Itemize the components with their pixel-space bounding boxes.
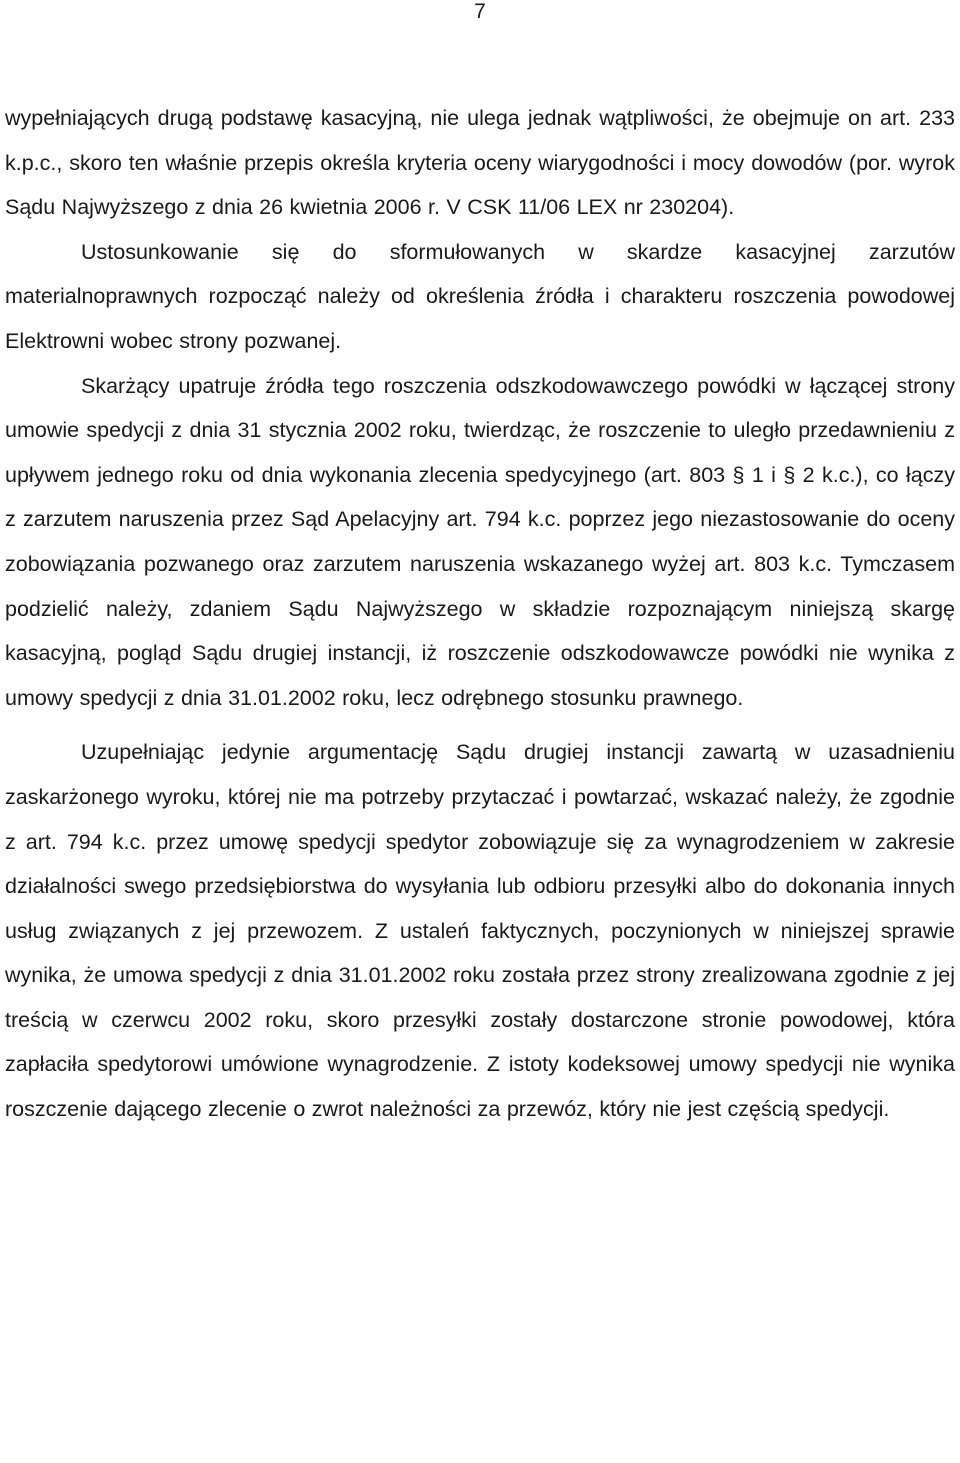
paragraph-complainant-argument: Skarżący upatruje źródła tego roszczenia odszkodowawczego powódki w łączącej strony umowie spedycji z dnia 31 stycznia 2002 roku, twierdząc, że roszczenie to uległo przedawnieniu z upływem jednego roku od dnia wykonania zlecenia spedycyjnego (art. 803 § 1 i § 2 k.c.), co łączy z zarzutem naruszenia przez Sąd Apelacyjny art. 794 k.c. poprzez jego niezastosowanie do oceny zobowiązania pozwanego oraz zarzutem naruszenia wskazanego wyżej art. 803 k.c. Tymczasem podzielić należy, zdaniem Sądu Najwyższego w składzie rozpoznającym niniejszą skargę kasacyjną, pogląd Sądu drugiej instancji, iż roszczenie odszkodowawcze powódki nie wynika z umowy spedycji z dnia 31.01.2002 roku, lecz odrębnego stosunku prawnego. bbox=[5, 373, 955, 710]
page-number: 7 bbox=[474, 0, 486, 23]
document-body bbox=[5, 96, 955, 1132]
paragraph-claims-intro: Ustosunkowanie się do sformułowanych w skardze kasacyjnej zarzutów materialnoprawnych rozpocząć należy od określenia źródła i charakteru roszczenia powodowej Elektrowni wobec strony pozwanej. bbox=[5, 239, 955, 353]
paragraph-supplementary-argument: Uzupełniając jedynie argumentację Sądu drugiej instancji zawartą w uzasadnieniu zaskarżonego wyroku, której nie ma potrzeby przytaczać i powtarzać, wskazać należy, że zgodnie z art. 794 k.c. przez umowę spedycji spedytor zobowiązuje się za wynagrodzeniem w zakresie działalności swego przedsiębiorstwa do wysyłania lub odbioru przesyłki albo do dokonania innych usług związanych z jej przewozem. Z ustaleń faktycznych, poczynionych w niniejszej sprawie wynika, że umowa spedycji z dnia 31.01.2002 roku została przez strony zrealizowana zgodnie z jej treścią w czerwcu 2002 roku, skoro przesyłki zostały dostarczone stronie powodowej, która zapłaciła spedytorowi umówione wynagrodzenie. Z istoty kodeksowej umowy spedycji nie wynika roszczenie dającego zlecenie o zwrot należności za przewóz, który nie jest częścią spedycji. bbox=[5, 740, 955, 1122]
paragraph-continuation: wypełniających drugą podstawę kasacyjną, nie ulega jednak wątpliwości, że obejmuje on art. 233 k.p.c., skoro ten właśnie przepis określa kryteria oceny wiarygodności i mocy dowodów (por. wyrok Sądu Najwyższego z dnia 26 kwietnia 2006 r. V CSK 11/06 LEX nr 230204). bbox=[5, 106, 955, 220]
